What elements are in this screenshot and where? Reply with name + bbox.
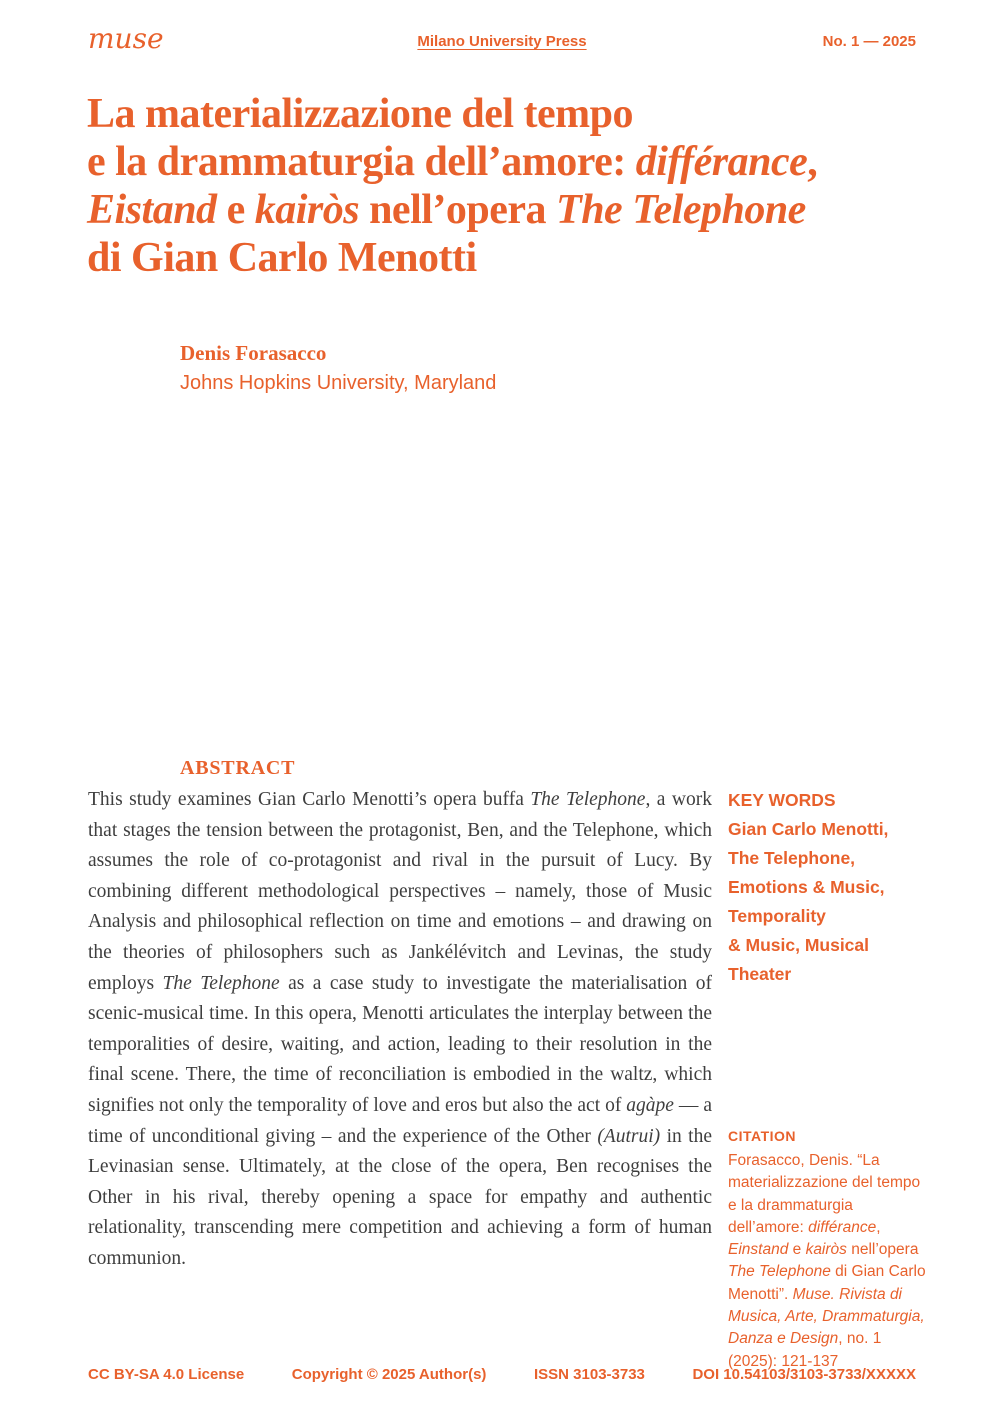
footer-copyright: Copyright © 2025 Author(s)	[291, 1366, 487, 1383]
issue-number: No. 1 — 2025	[822, 33, 916, 50]
footer	[88, 1366, 916, 1384]
title-line-1: La materializzazione del tempo	[87, 91, 634, 137]
citation-text: Forasacco, Denis. “La materializzazione del tempo e la drammaturgia dell’amore: différance, Einstand e kairòs nell’opera The Telephone di Gian Carlo Menotti”. Muse. Rivista di Musica, Arte, Drammaturgia, Danza e Design, no. 1 (2025): 121-137	[728, 1152, 926, 1370]
keywords-list: Gian Carlo Menotti, The Telephone, Emotions & Music, Temporality & Music, Musical Theater	[728, 819, 889, 984]
keywords-block	[728, 786, 928, 989]
footer-doi: DOI 10.54103/3103-3733/XXXXX	[692, 1366, 916, 1383]
journal-logo: muse	[88, 22, 164, 55]
article-title	[87, 90, 927, 282]
footer-license: CC BY-SA 4.0 License	[88, 1366, 245, 1383]
footer-issn: ISSN 3103-3733	[533, 1366, 645, 1383]
keywords-heading: KEY WORDS	[728, 790, 836, 810]
abstract-heading: ABSTRACT	[180, 757, 296, 779]
citation-block	[728, 1127, 928, 1373]
title-line-3: Eistand e kairòs nell’opera The Telephone	[87, 187, 806, 233]
title-line-4: di Gian Carlo Menotti	[87, 235, 477, 281]
author-block	[180, 341, 496, 395]
author-affiliation: Johns Hopkins University, Maryland	[180, 372, 497, 394]
title-line-2: e la drammaturgia dell’amore: différance,	[87, 139, 818, 185]
author-name: Denis Forasacco	[180, 341, 327, 365]
press-link[interactable]: Milano University Press	[417, 33, 587, 50]
citation-heading: CITATION	[728, 1128, 797, 1144]
abstract-body: This study examines Gian Carlo Menotti’s opera buffa The Telephone, a work that stages the tension between the protagonist, Ben, and the Telephone, which assumes the role of co-protagonist and rival in the pursuit of Lucy. By combining different methodological perspectives – namely, those of Music Analysis and philosophical reflection on time and emotions – and drawing on the theories of philosophers such as Jankélévitch and Levinas, the study employs The Telephone as a case study to investigate the materialisation of scenic-musical time. In this opera, Menotti articulates the interplay between the temporalities of desire, waiting, and action, leading to their resolution in the final scene. There, the time of reconciliation is embodied in the waltz, which signifies not only the temporality of love and eros but also the act of agàpe — a time of unconditional giving – and the experience of the Other (Autrui) in the Levinasian sense. Ultimately, at the close of the opera, Ben recognises the Other in his rival, thereby opening a space for empathy and authentic relationality, transcending mere competition and achieving a form of human communion.	[88, 789, 712, 1269]
